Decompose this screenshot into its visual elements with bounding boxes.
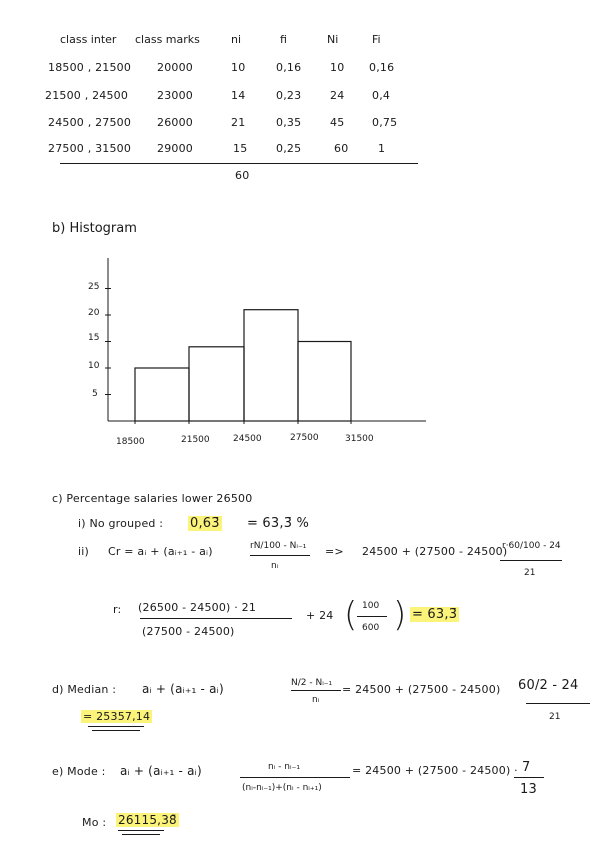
section-c-r-paren-num: 100: [362, 601, 380, 611]
section-c-heading: c) Percentage salaries lower 26500: [52, 492, 253, 505]
fraction-bar: [514, 777, 544, 778]
underline: [118, 830, 164, 831]
section-c-ii-sub-frac-num: r·60/100 - 24: [502, 541, 561, 551]
x-tick-label: 24500: [233, 434, 262, 444]
section-e-mo-value: 26115,38̄: [118, 813, 177, 827]
table-total: 60: [235, 169, 250, 182]
table-cell: 60: [334, 142, 349, 155]
table-cell: 24: [330, 89, 345, 102]
section-e-frac-den: (nᵢ-nᵢ₋₁)+(nᵢ - nᵢ₊₁): [242, 783, 322, 793]
table-cell: 0,16: [276, 61, 302, 74]
underline: [122, 834, 160, 835]
fraction-bar: [250, 555, 310, 556]
fraction-bar: [357, 616, 387, 617]
section-c-r-label: r:: [113, 603, 122, 616]
y-tick-label: 25: [88, 282, 100, 292]
table-cell: 45: [330, 116, 345, 129]
fraction-bar: [526, 703, 590, 704]
table-cell: 18500 , 21500: [48, 61, 132, 74]
y-tick-label: 15: [88, 333, 100, 343]
fraction-bar: [291, 690, 341, 691]
paren-right: ): [393, 595, 407, 635]
header-class-inter: class inter: [60, 33, 117, 46]
x-tick-label: 18500: [116, 437, 145, 447]
table-cell: 24500 , 27500: [48, 116, 132, 129]
table-cell: 14: [231, 89, 246, 102]
section-d-sub-frac-den: 21: [549, 712, 561, 722]
x-tick-label: 27500: [290, 433, 319, 443]
section-c-r-paren-den: 600: [362, 623, 380, 633]
table-cell: 0,75: [372, 116, 398, 129]
histogram-bar: [135, 368, 189, 421]
header-class-marks: class marks: [135, 33, 200, 46]
table-cell: 21: [231, 116, 246, 129]
section-c-i-value: 0,63̄: [190, 516, 220, 531]
section-c-ii-arrow: =>: [325, 545, 344, 558]
fraction-bar: [240, 777, 350, 778]
section-d-frac-num: N/2 - Nᵢ₋₁: [291, 678, 333, 688]
section-c-r-result: = 63,3̄: [412, 607, 458, 622]
y-tick-label: 20: [88, 308, 100, 318]
table-cell: 29000: [157, 142, 193, 155]
table-cell: 23000: [157, 89, 193, 102]
table-cell: 15: [233, 142, 248, 155]
fraction-bar: [500, 560, 562, 561]
table-cell: 26000: [157, 116, 193, 129]
table-cell: 10: [330, 61, 345, 74]
section-e-heading: e) Mode :: [52, 765, 106, 778]
histogram-title: b) Histogram: [52, 221, 137, 236]
section-c-ii-formula: Cr = aᵢ + (aᵢ₊₁ - aᵢ): [108, 545, 213, 558]
underline: [92, 730, 140, 731]
x-tick-label: 21500: [181, 435, 210, 445]
section-c-r-num: (26500 - 24500) · 21: [138, 601, 257, 614]
histogram-bar: [244, 310, 298, 421]
table-cell: 27500 , 31500: [48, 142, 132, 155]
header-ni: ni: [231, 33, 242, 46]
section-d-heading: d) Median :: [52, 683, 117, 696]
section-e-sub: = 24500 + (27500 - 24500) ·: [352, 764, 518, 777]
x-tick-label: 31500: [345, 434, 374, 444]
y-tick-label: 10: [88, 361, 100, 371]
y-tick-label: 5: [92, 389, 98, 399]
table-cell: 0,23: [276, 89, 302, 102]
histogram-bar: [298, 342, 351, 422]
section-d-sub-frac-num: 60/2 - 24: [518, 678, 579, 693]
section-d-formula: aᵢ + (aᵢ₊₁ - aᵢ): [142, 682, 224, 696]
section-d-sub: = 24500 + (27500 - 24500): [342, 683, 501, 696]
fraction-bar: [140, 618, 292, 619]
section-d-frac-den: nᵢ: [312, 695, 320, 705]
histogram-bar: [189, 347, 244, 421]
table-cell: 20000: [157, 61, 193, 74]
table-cell: 10: [231, 61, 246, 74]
underline: [88, 726, 144, 727]
table-cell: 21500 , 24500: [45, 89, 129, 102]
section-c-ii-frac-num: rN/100 - Nᵢ₋₁: [250, 541, 307, 551]
table-cell: 0,35: [276, 116, 302, 129]
table-cell: 0,16: [369, 61, 395, 74]
section-e-mo-label: Mo :: [82, 816, 107, 829]
section-c-i-result: = 63,3̄ %: [247, 516, 310, 531]
header-fi: fi: [280, 33, 287, 46]
section-c-r-plus: + 24: [306, 609, 334, 622]
section-d-result: = 25357,14: [83, 710, 151, 723]
section-e-sub-frac-num: 7: [522, 760, 531, 775]
section-e-sub-frac-den: 13: [520, 782, 537, 797]
table-cell: 1: [378, 142, 386, 155]
table-cell: 0,4: [372, 89, 391, 102]
section-e-frac-num: nᵢ - nᵢ₋₁: [268, 762, 300, 772]
section-c-ii-sub-frac-den: 21: [524, 568, 536, 578]
section-c-i-label: i) No grouped :: [78, 517, 164, 530]
header-Fi: Fi: [372, 33, 381, 46]
section-e-formula: aᵢ + (aᵢ₊₁ - aᵢ): [120, 764, 202, 778]
section-c-ii-label: ii): [78, 545, 90, 558]
paren-left: (: [344, 595, 358, 635]
header-Ni: Ni: [327, 33, 339, 46]
section-c-ii-frac-den: nᵢ: [271, 561, 279, 571]
table-cell: 0,25: [276, 142, 302, 155]
section-c-r-den: (27500 - 24500): [142, 625, 235, 638]
section-c-ii-sub: 24500 + (27500 - 24500): [362, 545, 508, 558]
